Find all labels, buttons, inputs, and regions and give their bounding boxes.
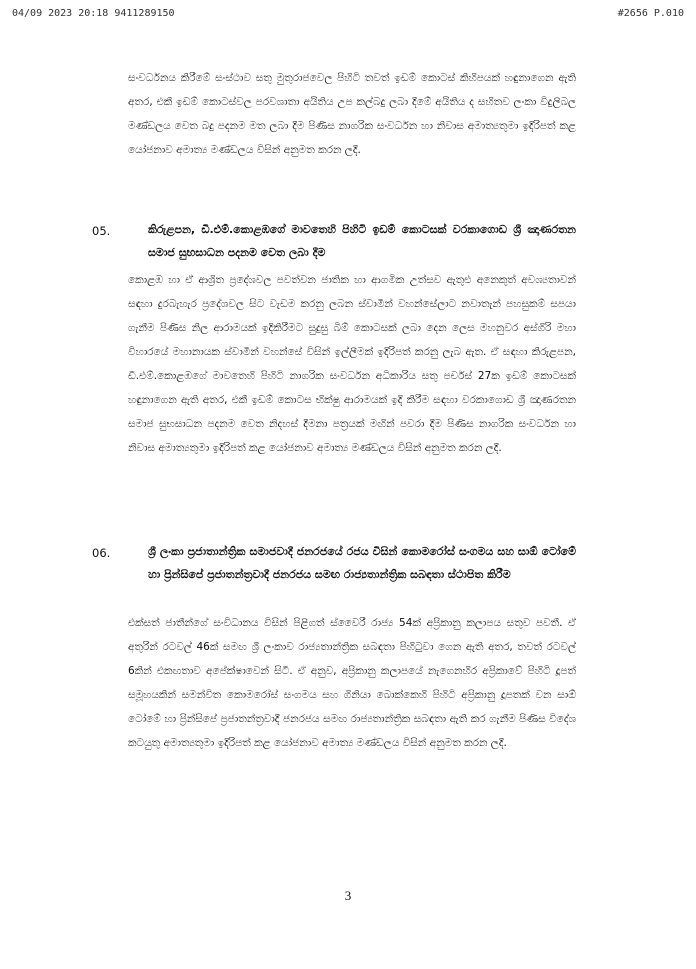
item-05-heading: කිරුළපන, ඩී.එම්.කොළඹගේ මාවතෙහි පිහිටි ඉඩම් කොටසක් වරකාගොඩ ශ්‍රී ඤාණරතන සමාජ සුභසාධන පදනම වෙත ලබා දීම (148, 223, 576, 259)
item-05-body: කොළඹ හා ඒ ආශ්‍රිත ප්‍රදේශවල පවත්වන ජාතික හා ආගමික උත්සව ඇතුළු අනෙකුත් අවශ්‍යතාවන් සඳහා දුරබැහැර ප්‍රදේශවල සිට වැඩම කරනු ලබන ස්වාමීන් වහන්සේලාට නවාතැන් පහසුකම් සපයා ගැනීම පිණිස නිල ආරාමයක් ඉදිකිරීමට සුදුසු බිම් කොටසක් ලබා දෙන ලෙස මහනුවර අස්ගිරි මහා විහාරයේ මහානායක ස්වාමීන් වහන්සේ විසින් ඉල්ලීමක් ඉදිරිපත් කරනු ලැබ ඇත. ඒ සඳහා කිරුළපන, ඩී.එම්.කොළඹගේ මාවතෙහි පිහිටි නාගරික සංවර්ධන අධිකාරිය සතු පර්චස් 27ක ඉඩම් කොටසක් හඳුනාගෙන ඇති අතර, එකී ඉඩම් කොටස භික්ෂු ආරාමයක් ඉදි කිරීම සඳහා වරකාගොඩ ශ්‍රී ඤාණරතන සමාජ සුභසාධන පදනම වෙත නිදහස් දීමනා පත්‍රයක් මඟින් පවරා දීම පිණිස නාගරික සංවර්ධන හා නිවාස අමාත්‍යතුමා ඉදිරිපත් කළ යෝජනාව අමාත්‍ය මණ්ඩලය විසින් අනුමත කරන ලදී. (128, 274, 576, 454)
item-06-body: එක්සත් ජාතීන්ගේ සංවිධානය විසින් පිළිගත් ස්වෛරී රාජ්‍ය 54ක් අප්‍රිකානු කලාපය සතුව පවතී. ඒ අතුරින් රටවල් 46ක් සමඟ ශ්‍රී ලංකාව රාජ්‍යතාන්ත්‍රික සබඳතා පිහිටුවා ගෙන ඇති අතර, තවත් රටවල් 6කින් එකඟතාව අපේක්ෂාවෙන් සිටී. ඒ අනුව, අප්‍රිකානු කලාපයේ නැගෙනහිර අප්‍රිකාවේ පිහිටි දූපත් සමූහයකින් සමන්විත කොමරෝස් සංගමය සහ ගිනියා බොක්කෙහි පිහිටි අප්‍රිකානු දූපතක් වන සාඕ ටෝමේ හා ප්‍රින්සිපේ ප්‍රජාතන්ත්‍රවාදී ජනරජය සමඟ රාජ්‍යතාන්ත්‍රික සබඳතා ඇති කර ගැනීම පිණිස විදේශ කටයුතු අමාත්‍යතුමා ඉදිරිපත් කළ යෝජනාව අමාත්‍ය මණ්ඩලය විසින් අනුමත කරන ලදී. (128, 617, 576, 749)
item-05-number: 05. (92, 224, 111, 238)
fax-timestamp: 04/09 2023 20:18 9411289150 (12, 8, 175, 19)
page-number: 3 (344, 888, 352, 903)
item-06-number: 06. (92, 546, 111, 560)
intro-paragraph: සංවර්ධනය කිරීමේ සංස්ථාව සතු මුතුරාජවෙල පිහිටි තවත් ඉඩම් කොටස් කිහිපයක් හඳුනාගෙන ඇති අතර, එකී ඉඩම් කොටස්වල පරවශාතා අයිතිය උප කල්බදු ලබා දීමේ අයිතිය ද සහිතව ලංකා විදුලිබල මණ්ඩලය වෙත බදු පදනම මත ලබා දීම පිණිස නාගරික සංවර්ධන හා නිවාස අමාත්‍යතුමා ඉදිරිපත් කළ යෝජනාව අමාත්‍ය මණ්ඩලය විසින් අනුමත කරන ලදී. (128, 72, 576, 156)
item-06-heading: ශ්‍රී ලංකා ප්‍රජාතාන්ත්‍රික සමාජවාදී ජනරජයේ රජය විසින් කොමරෝස් සංගමය සහ සාඕ ටෝමේ හා ප්‍රින්සිපේ ප්‍රජාතන්ත්‍රවාදී ජනරජය සමඟ රාජ්‍යතාන්ත්‍රික සබඳතා ස්ථාපිත කිරීම (148, 545, 576, 581)
fax-header (12, 8, 684, 22)
fax-page-code: #2656 P.010 (617, 8, 684, 19)
